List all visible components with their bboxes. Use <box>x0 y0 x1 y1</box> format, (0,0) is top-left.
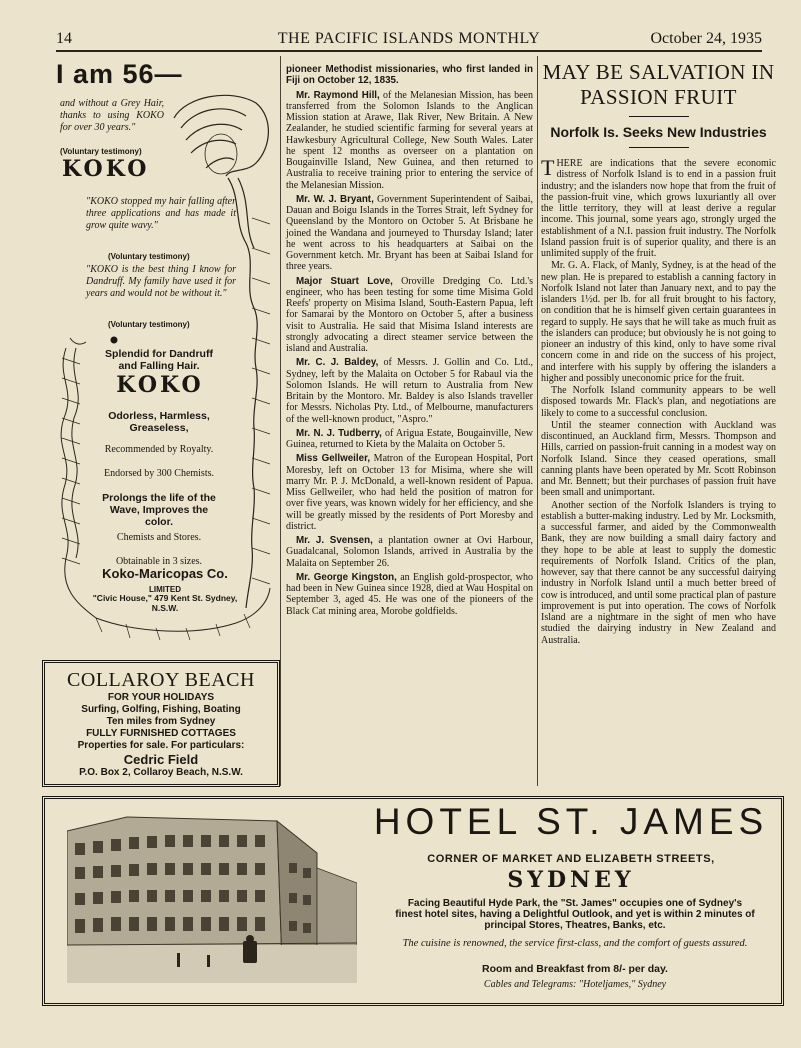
article-paragraph: Mr. G. A. Flack, of Manly, Sydney, is at the head of the new plan. He is prepared to establish a canning factory in Norfolk Island not later than January next, and to pay the islanders 1½d. per lb. for all fruit brought to his factory, on condition that he is himself given certain guarantees in regard to supply. He says that he will take as much fruit as the islanders can produce; but obviously he is not going to pioneer an industry of this kind, only to have some rival concern come in and ride on the success of his project, and interfere with his supply by offering the islanders a higher and possibly uneconomic price for the fruit. <box>541 260 776 384</box>
article-subheadline: Norfolk Is. Seeks New Industries <box>550 124 767 140</box>
collaroy-title: COLLAROY BEACH <box>67 669 255 691</box>
headline-rule <box>629 147 689 148</box>
paragraph-lead: Miss Gellweiler, <box>296 453 371 465</box>
koko-testimony-tag: (Voluntary testimony) <box>108 320 190 329</box>
hotel-title: HOTEL ST. JAMES <box>373 801 769 842</box>
news-paragraph <box>286 90 533 191</box>
news-paragraph <box>286 535 533 569</box>
paragraph-lead: Major Stuart Love, <box>296 275 393 287</box>
koko-intro: and without a Grey Hair, thanks to using KOKO for over 30 years." <box>60 98 164 133</box>
koko-quote: "KOKO stopped my hair falling after three applications and has made it grow quite wavy." <box>86 196 236 231</box>
koko-limited: LIMITED <box>149 585 181 594</box>
hotel-address-corner: CORNER OF MARKET AND ELIZABETH STREETS, <box>427 853 715 865</box>
paragraph-lead: Mr. N. J. Tudberry, <box>296 427 382 439</box>
koko-headline: I am 56— <box>56 59 183 89</box>
koko-features: Odorless, Harmless, Greaseless, <box>108 410 210 434</box>
koko-advertisement <box>56 58 276 644</box>
paragraph-lead: Mr. Raymond Hill, <box>296 89 380 101</box>
paragraph-lead: Mr. C. J. Baldey, <box>296 357 379 369</box>
paragraph-text: a plantation owner at Ovi Harbour, Guadalcanal, Solomon Islands, arrived in Australia by the Malaita on September 26. <box>286 535 533 569</box>
news-paragraph <box>286 572 533 617</box>
paragraph-text: an English gold-prospector, who had been in New Guinea since 1928, died at Wau Hospital on September 3, aged 45. He was one of the pioneers of the Black Cat mining area, Morobe goldfields. <box>286 571 533 617</box>
header-rule <box>56 50 762 52</box>
paragraph-text: Matron of the European Hospital, Port Moresby, left on October 13 for Misima, where she will marry Mr. P. J. McDonald, a well-known resident of Papua. Miss Gellweiler, who had held the position of matron for over five years, was known widely for her efficiency, and she will be greatly missed by the residents of Port Moresby and district. <box>286 453 533 532</box>
paragraph-text: Oroville Dredging Co. Ltd.'s engineer, who has been testing for some time Misima Gold Reefs' property on Misima Island, South-Eastern Papua, left for Samarai by the Montoro on October 5, after a business visit to Australia. He said that Misima Island interests are strongly advocating a direct steamer service between the island and Australia. <box>286 275 534 354</box>
collaroy-line: Ten miles from Sydney <box>106 716 216 727</box>
hotel-rates: Room and Breakfast from 8/- per day. <box>482 963 668 975</box>
page-number: 14 <box>56 30 72 47</box>
news-paragraph <box>286 276 533 355</box>
bullet-dot <box>111 337 118 344</box>
collaroy-line: FOR YOUR HOLIDAYS <box>107 692 215 703</box>
hotel-cuisine: The cuisine is renowned, the service first-class, and the comfort of guests assured. <box>402 938 748 949</box>
paragraph-lead: Mr. J. Svensen, <box>296 535 373 546</box>
koko-chemists: Chemists and Stores. <box>116 532 202 543</box>
article-paragraph: Until the steamer connection with Auckland was discontinued, an Auckland firm, Messrs. Thompson and Hills, carried on passion-fruit canning in a modest way on Norfolk Island. Since they ceased operations, small canning plants have been operated by Mr. Scott Robinson and Mr. Bennett; but their purchases of passion fruit have been small and unimportant. <box>541 419 776 499</box>
article-paragraph: Another section of the Norfolk Islanders is trying to establish a butter-making industry. Led by Mr. Locksmith, a successful farmer, and aided by the Commonwealth Bank, they are now building a small dairy factory and they hope to be able at least to supply the domestic requirements of Norfolk Island. Critics of the plan, however, say that there cannot be any successful dairying industry in Norfolk Island until a much better breed of cow is introduced, and until some practical plan of pasture improvement is put into operation. The cows of Norfolk Island are a nightmare in the sight of men who have studied the dairying industry in New Zealand and Australia. <box>541 499 776 646</box>
page-header <box>56 30 762 50</box>
koko-company: Koko-Maricopas Co. <box>102 566 228 581</box>
article-paragraph <box>541 155 776 259</box>
collaroy-address: P.O. Box 2, Collaroy Beach, N.S.W. <box>79 767 243 778</box>
collaroy-contact-name: Cedric Field <box>123 752 199 767</box>
article-paragraph: The Norfolk Island community appears to be well disposed towards Mr. Flack's plan, and negotiations are likely to come to a successful conclusion. <box>541 385 776 419</box>
paragraph-text: pioneer Methodist missionaries, who first landed in Fiji on October 12, 1835. <box>286 64 533 87</box>
koko-endorsed: Endorsed by 300 Chemists. <box>104 468 214 479</box>
passion-fruit-article <box>541 60 776 647</box>
paragraph-lead: Mr. W. J. Bryant, <box>296 193 374 205</box>
paragraph-text: of Arigua Estate, Bougainville, New Guinea, returned to Kieta by the Malaita on October 5. <box>286 427 533 450</box>
koko-prolongs: Prolongs the life of the Wave, Improves the color. <box>102 492 216 528</box>
hotel-city: SYDNEY <box>507 867 635 893</box>
news-paragraph <box>286 453 533 532</box>
collaroy-line: FULLY FURNISHED COTTAGES <box>86 728 236 739</box>
collaroy-line: Surfing, Golfing, Fishing, Boating <box>81 704 241 715</box>
column-divider <box>537 56 538 786</box>
issue-date: October 24, 1935 <box>650 30 762 47</box>
personal-notes-column <box>286 64 533 620</box>
koko-obtainable: Obtainable in 3 sizes. <box>115 556 203 567</box>
koko-address: "Civic House," 479 Kent St. Sydney, N.S.W. <box>92 593 238 613</box>
hotel-st-james-advertisement <box>42 796 784 1006</box>
paragraph-text: of the Melanesian Mission, has been transferred from the Solomon Islands to the Anglican Mission station at Arawe, Ilak River, New Britain. A New Zealander, he studied scientific farming for several years at Hawkesbury Agricultural College, New South Wales. Later he spent 12 months as overseer on a plantation on Bougainville Island, New Guinea, and then returned to Australia to receive training prior to entering the service of the Melanesian Mission. <box>286 89 533 191</box>
paragraph-text: Government Superintendent of Saibai, Dauan and Boigu Islands in the Torres Strait, left Sydney for Queensland by the Montoro on October 5. At Brisbane he joined the Wandana and journeyed to Thursday Island; later he went across to his headquarters at Saibai on the Government ketch. Mr. Bryant has been at Saibai Island for three years. <box>286 193 533 273</box>
article-headline: MAY BE SALVATION IN PASSION FRUIT <box>542 60 775 109</box>
koko-splendid: Splendid for Dandruff and Falling Hair. <box>105 348 213 372</box>
column-divider <box>280 56 281 786</box>
hotel-building-photo <box>67 813 357 983</box>
news-paragraph <box>286 64 533 87</box>
collaroy-advertisement <box>42 660 280 787</box>
news-paragraph <box>286 194 533 273</box>
koko-testimony-tag: (Voluntary testimony) <box>60 147 142 156</box>
drop-cap: T <box>541 155 555 180</box>
paragraph-text: HERE are indications that the severe economic distress of Norfolk Island is to end in a passion fruit industry; and the islanders now hope that from the fruit of the passion-fruit vine, which grows luxuriantly all over the little territory, they will at least derive a regular income. This journal, some years ago, strongly urged the establishment of a N.I. passion fruit industry. The Norfolk Island passion fruit is of superior quality, and there is an unlimited supply of the fruit. <box>541 158 776 259</box>
news-paragraph <box>286 428 533 451</box>
koko-recommended: Recommended by Royalty. <box>104 444 214 455</box>
koko-quote: "KOKO is the best thing I know for Dandruff. My family have used it for years and would not be without it." <box>86 264 236 299</box>
paragraph-text: of Messrs. J. Gollin and Co. Ltd., Sydney, left by the Malaita on October 5 for Rabaul via the Solomon Islands. He will return to Australia from New Britain by the Montoro. Mr. Baldey is also Islands traveller for Messrs. Nicholas Pty. Ltd., of Melbourne, manufacturers of the well-known product, "Aspro." <box>286 357 533 425</box>
hotel-cables: Cables and Telegrams: "Hoteljames," Sydney <box>483 979 667 990</box>
koko-testimony-tag: (Voluntary testimony) <box>108 252 190 261</box>
headline-rule <box>629 116 689 117</box>
collaroy-line: Properties for sale. For particulars: <box>77 740 245 751</box>
hotel-description: Facing Beautiful Hyde Park, the "St. James" occupies one of Sydney's finest hotel sites, having a Delightful Outlook, and yet is within 2 minutes of principal Stores, Theatres, Banks, etc. <box>395 898 755 931</box>
news-paragraph <box>286 357 533 425</box>
publication-title: THE PACIFIC ISLANDS MONTHLY <box>277 30 541 47</box>
koko-brand: KOKO <box>116 372 204 398</box>
article-body <box>541 155 776 646</box>
paragraph-lead: Mr. George Kingston, <box>296 571 397 583</box>
koko-brand: KOKO <box>62 156 150 182</box>
